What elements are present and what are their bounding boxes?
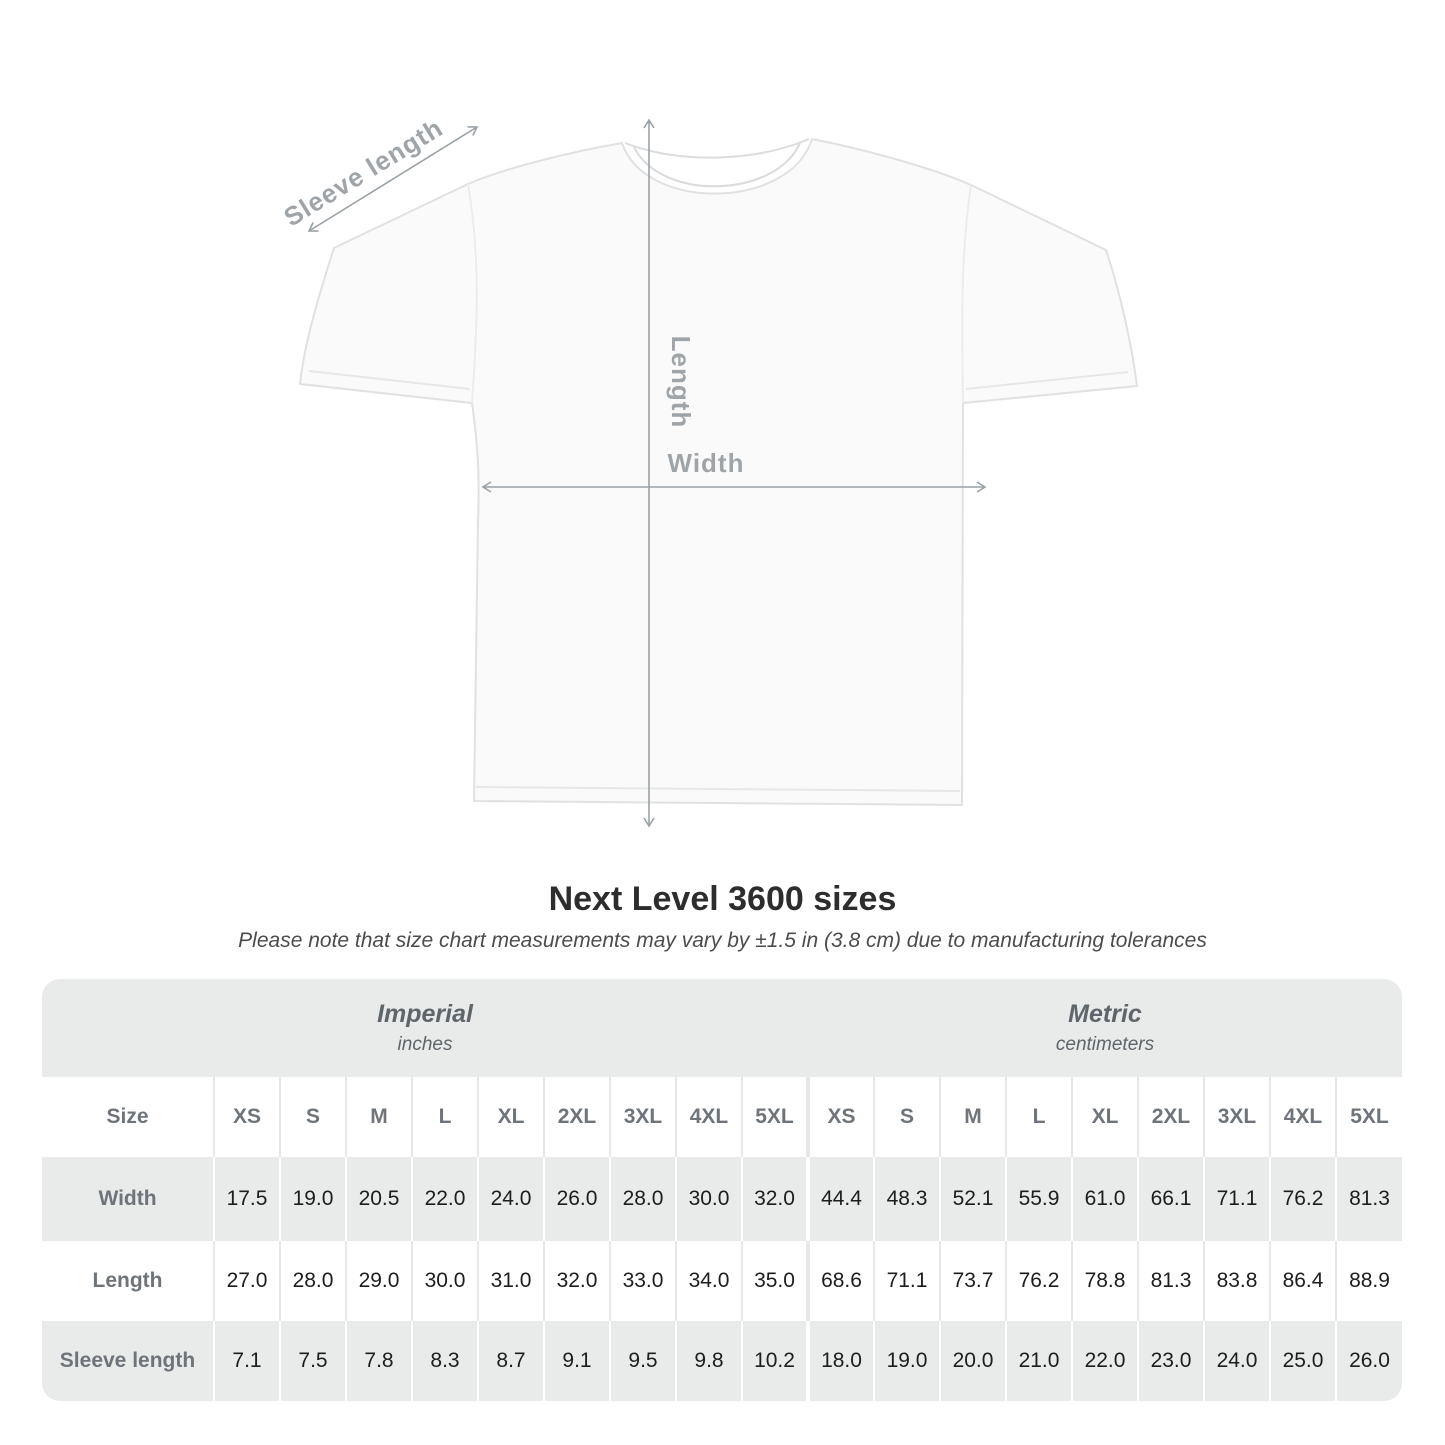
size-col-header: 4XL: [1270, 1077, 1336, 1157]
measurement-cell: 83.8: [1204, 1241, 1270, 1321]
imperial-title: Imperial: [377, 999, 473, 1028]
measurement-cell: 73.7: [940, 1241, 1006, 1321]
measurement-cell: 22.0: [412, 1157, 478, 1241]
size-col-header: 4XL: [676, 1077, 742, 1157]
measurement-cell: 7.5: [280, 1321, 346, 1401]
measurement-cell: 7.1: [214, 1321, 280, 1401]
size-table: [42, 1077, 1402, 1401]
measurement-cell: 44.4: [808, 1157, 874, 1241]
imperial-header: [42, 979, 808, 1077]
measurement-cell: 31.0: [478, 1241, 544, 1321]
measurement-cell: 27.0: [214, 1241, 280, 1321]
row-label-sleeve-length: Sleeve length: [42, 1321, 214, 1401]
sleeve-length-label: Sleeve length: [278, 112, 449, 233]
measurement-cell: 17.5: [214, 1157, 280, 1241]
measurement-cell: 52.1: [940, 1157, 1006, 1241]
title-block: [0, 880, 1445, 953]
units-header-band: [42, 979, 1402, 1077]
measurement-cell: 76.2: [1270, 1157, 1336, 1241]
measurement-cell: 7.8: [346, 1321, 412, 1401]
size-table-card: [42, 979, 1402, 1401]
width-row: [42, 1157, 1402, 1241]
measurement-cell: 20.5: [346, 1157, 412, 1241]
size-col-header: L: [412, 1077, 478, 1157]
measurement-cell: 26.0: [1336, 1321, 1402, 1401]
sleeve-length-row: [42, 1321, 1402, 1401]
measurement-cell: 24.0: [1204, 1321, 1270, 1401]
measurement-cell: 26.0: [544, 1157, 610, 1241]
measurement-cell: 35.0: [742, 1241, 808, 1321]
measurement-cell: 66.1: [1138, 1157, 1204, 1241]
metric-title: Metric: [1068, 999, 1142, 1028]
measurement-cell: 8.3: [412, 1321, 478, 1401]
size-col-header: 2XL: [544, 1077, 610, 1157]
imperial-unit: inches: [397, 1034, 453, 1056]
measurement-cell: 30.0: [412, 1241, 478, 1321]
size-col-header: S: [874, 1077, 940, 1157]
measurement-cell: 71.1: [1204, 1157, 1270, 1241]
size-col-header: 5XL: [742, 1077, 808, 1157]
measurement-cell: 9.1: [544, 1321, 610, 1401]
size-col-header: 5XL: [1336, 1077, 1402, 1157]
measurement-cell: 22.0: [1072, 1321, 1138, 1401]
measurement-cell: 81.3: [1336, 1157, 1402, 1241]
measurement-cell: 29.0: [346, 1241, 412, 1321]
measurement-cell: 21.0: [1006, 1321, 1072, 1401]
metric-header: [808, 979, 1402, 1077]
measurement-cell: 28.0: [610, 1157, 676, 1241]
size-col-header: L: [1006, 1077, 1072, 1157]
measurement-cell: 28.0: [280, 1241, 346, 1321]
measurement-cell: 32.0: [742, 1157, 808, 1241]
measurement-cell: 9.5: [610, 1321, 676, 1401]
measurement-cell: 76.2: [1006, 1241, 1072, 1321]
measurement-cell: 81.3: [1138, 1241, 1204, 1321]
measurement-cell: 30.0: [676, 1157, 742, 1241]
row-label-length: Length: [42, 1241, 214, 1321]
size-col-header: 3XL: [1204, 1077, 1270, 1157]
measurement-cell: 10.2: [742, 1321, 808, 1401]
measurement-cell: 78.8: [1072, 1241, 1138, 1321]
measurement-cell: 24.0: [478, 1157, 544, 1241]
size-col-header: 2XL: [1138, 1077, 1204, 1157]
measurement-cell: 8.7: [478, 1321, 544, 1401]
size-column-label: Size: [42, 1077, 214, 1157]
size-col-header: XS: [808, 1077, 874, 1157]
measurement-cell: 88.9: [1336, 1241, 1402, 1321]
size-col-header: XL: [1072, 1077, 1138, 1157]
size-col-header: M: [940, 1077, 1006, 1157]
size-col-header: M: [346, 1077, 412, 1157]
tolerance-note: Please note that size chart measurements may vary by ±1.5 in (3.8 cm) due to manufacturing tolerances: [238, 929, 1207, 952]
measurement-cell: 55.9: [1006, 1157, 1072, 1241]
length-label: Length: [666, 335, 696, 429]
measurement-cell: 18.0: [808, 1321, 874, 1401]
measurement-cell: 19.0: [280, 1157, 346, 1241]
width-label: Width: [667, 448, 745, 478]
measurement-cell: 33.0: [610, 1241, 676, 1321]
measurement-cell: 68.6: [808, 1241, 874, 1321]
measurement-cell: 25.0: [1270, 1321, 1336, 1401]
measurement-cell: 48.3: [874, 1157, 940, 1241]
length-row: [42, 1241, 1402, 1321]
measurement-cell: 61.0: [1072, 1157, 1138, 1241]
measurement-cell: 19.0: [874, 1321, 940, 1401]
size-col-header: 3XL: [610, 1077, 676, 1157]
size-col-header: XL: [478, 1077, 544, 1157]
measurement-cell: 86.4: [1270, 1241, 1336, 1321]
size-col-header: S: [280, 1077, 346, 1157]
measurement-cell: 32.0: [544, 1241, 610, 1321]
metric-unit: centimeters: [1055, 1034, 1155, 1056]
size-col-header: XS: [214, 1077, 280, 1157]
measurement-cell: 9.8: [676, 1321, 742, 1401]
size-header-row: [42, 1077, 1402, 1157]
measurement-cell: 71.1: [874, 1241, 940, 1321]
page-title: Next Level 3600 sizes: [548, 880, 897, 918]
measurement-cell: 23.0: [1138, 1321, 1204, 1401]
measurement-cell: 34.0: [676, 1241, 742, 1321]
row-label-width: Width: [42, 1157, 214, 1241]
measurement-cell: 20.0: [940, 1321, 1006, 1401]
